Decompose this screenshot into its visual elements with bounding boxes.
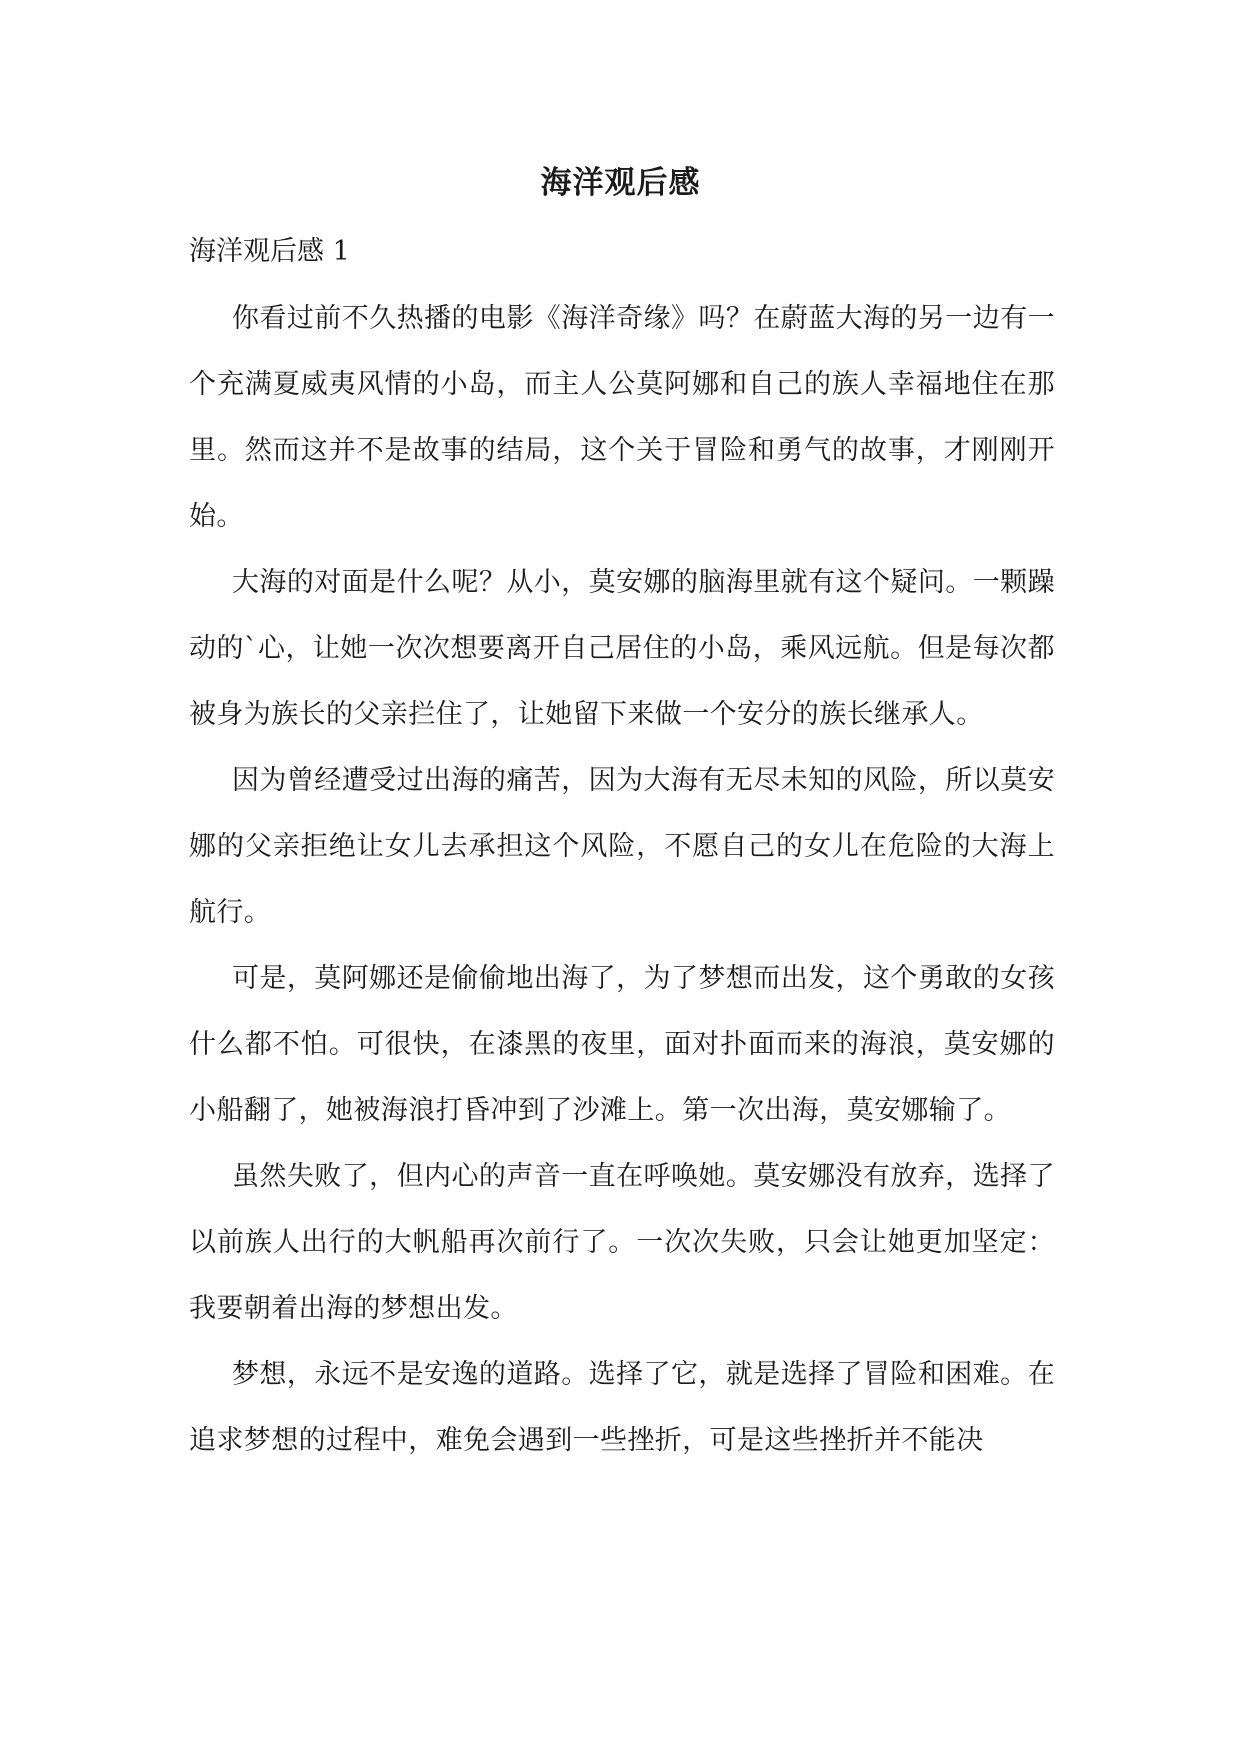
document-body	[189, 286, 1055, 1474]
paragraph: 大海的对面是什么呢？从小，莫安娜的脑海里就有这个疑问。一颗躁动的`心，让她一次次想要离开自己居住的小岛，乘风远航。但是每次都被身为族长的父亲拦住了，让她留下来做一个安分的族长继承人。	[189, 567, 1055, 730]
paragraph: 虽然失败了，但内心的声音一直在呼唤她。莫安娜没有放弃，选择了以前族人出行的大帆船再次前行了。一次次失败，只会让她更加坚定：我要朝着出海的梦想出发。	[189, 1161, 1055, 1324]
paragraph: 你看过前不久热播的电影《海洋奇缘》吗？在蔚蓝大海的另一边有一个充满夏威夷风情的小岛，而主人公莫阿娜和自己的族人幸福地住在那里。然而这并不是故事的结局，这个关于冒险和勇气的故事，才刚刚开始。	[189, 303, 1055, 532]
document-subtitle: 海洋观后感 1	[189, 236, 350, 267]
paragraph: 可是，莫阿娜还是偷偷地出海了，为了梦想而出发，这个勇敢的女孩什么都不怕。可很快，在漆黑的夜里，面对扑面而来的海浪，莫安娜的小船翻了，她被海浪打昏冲到了沙滩上。第一次出海，莫安娜输了。	[189, 963, 1055, 1126]
document-title: 海洋观后感	[540, 165, 701, 201]
paragraph: 因为曾经遭受过出海的痛苦，因为大海有无尽未知的风险，所以莫安娜的父亲拒绝让女儿去承担这个风险，不愿自己的女儿在危险的大海上航行。	[189, 765, 1055, 928]
paragraph: 梦想，永远不是安逸的道路。选择了它，就是选择了冒险和困难。在追求梦想的过程中，难免会遇到一些挫折，可是这些挫折并不能决	[189, 1359, 1055, 1456]
